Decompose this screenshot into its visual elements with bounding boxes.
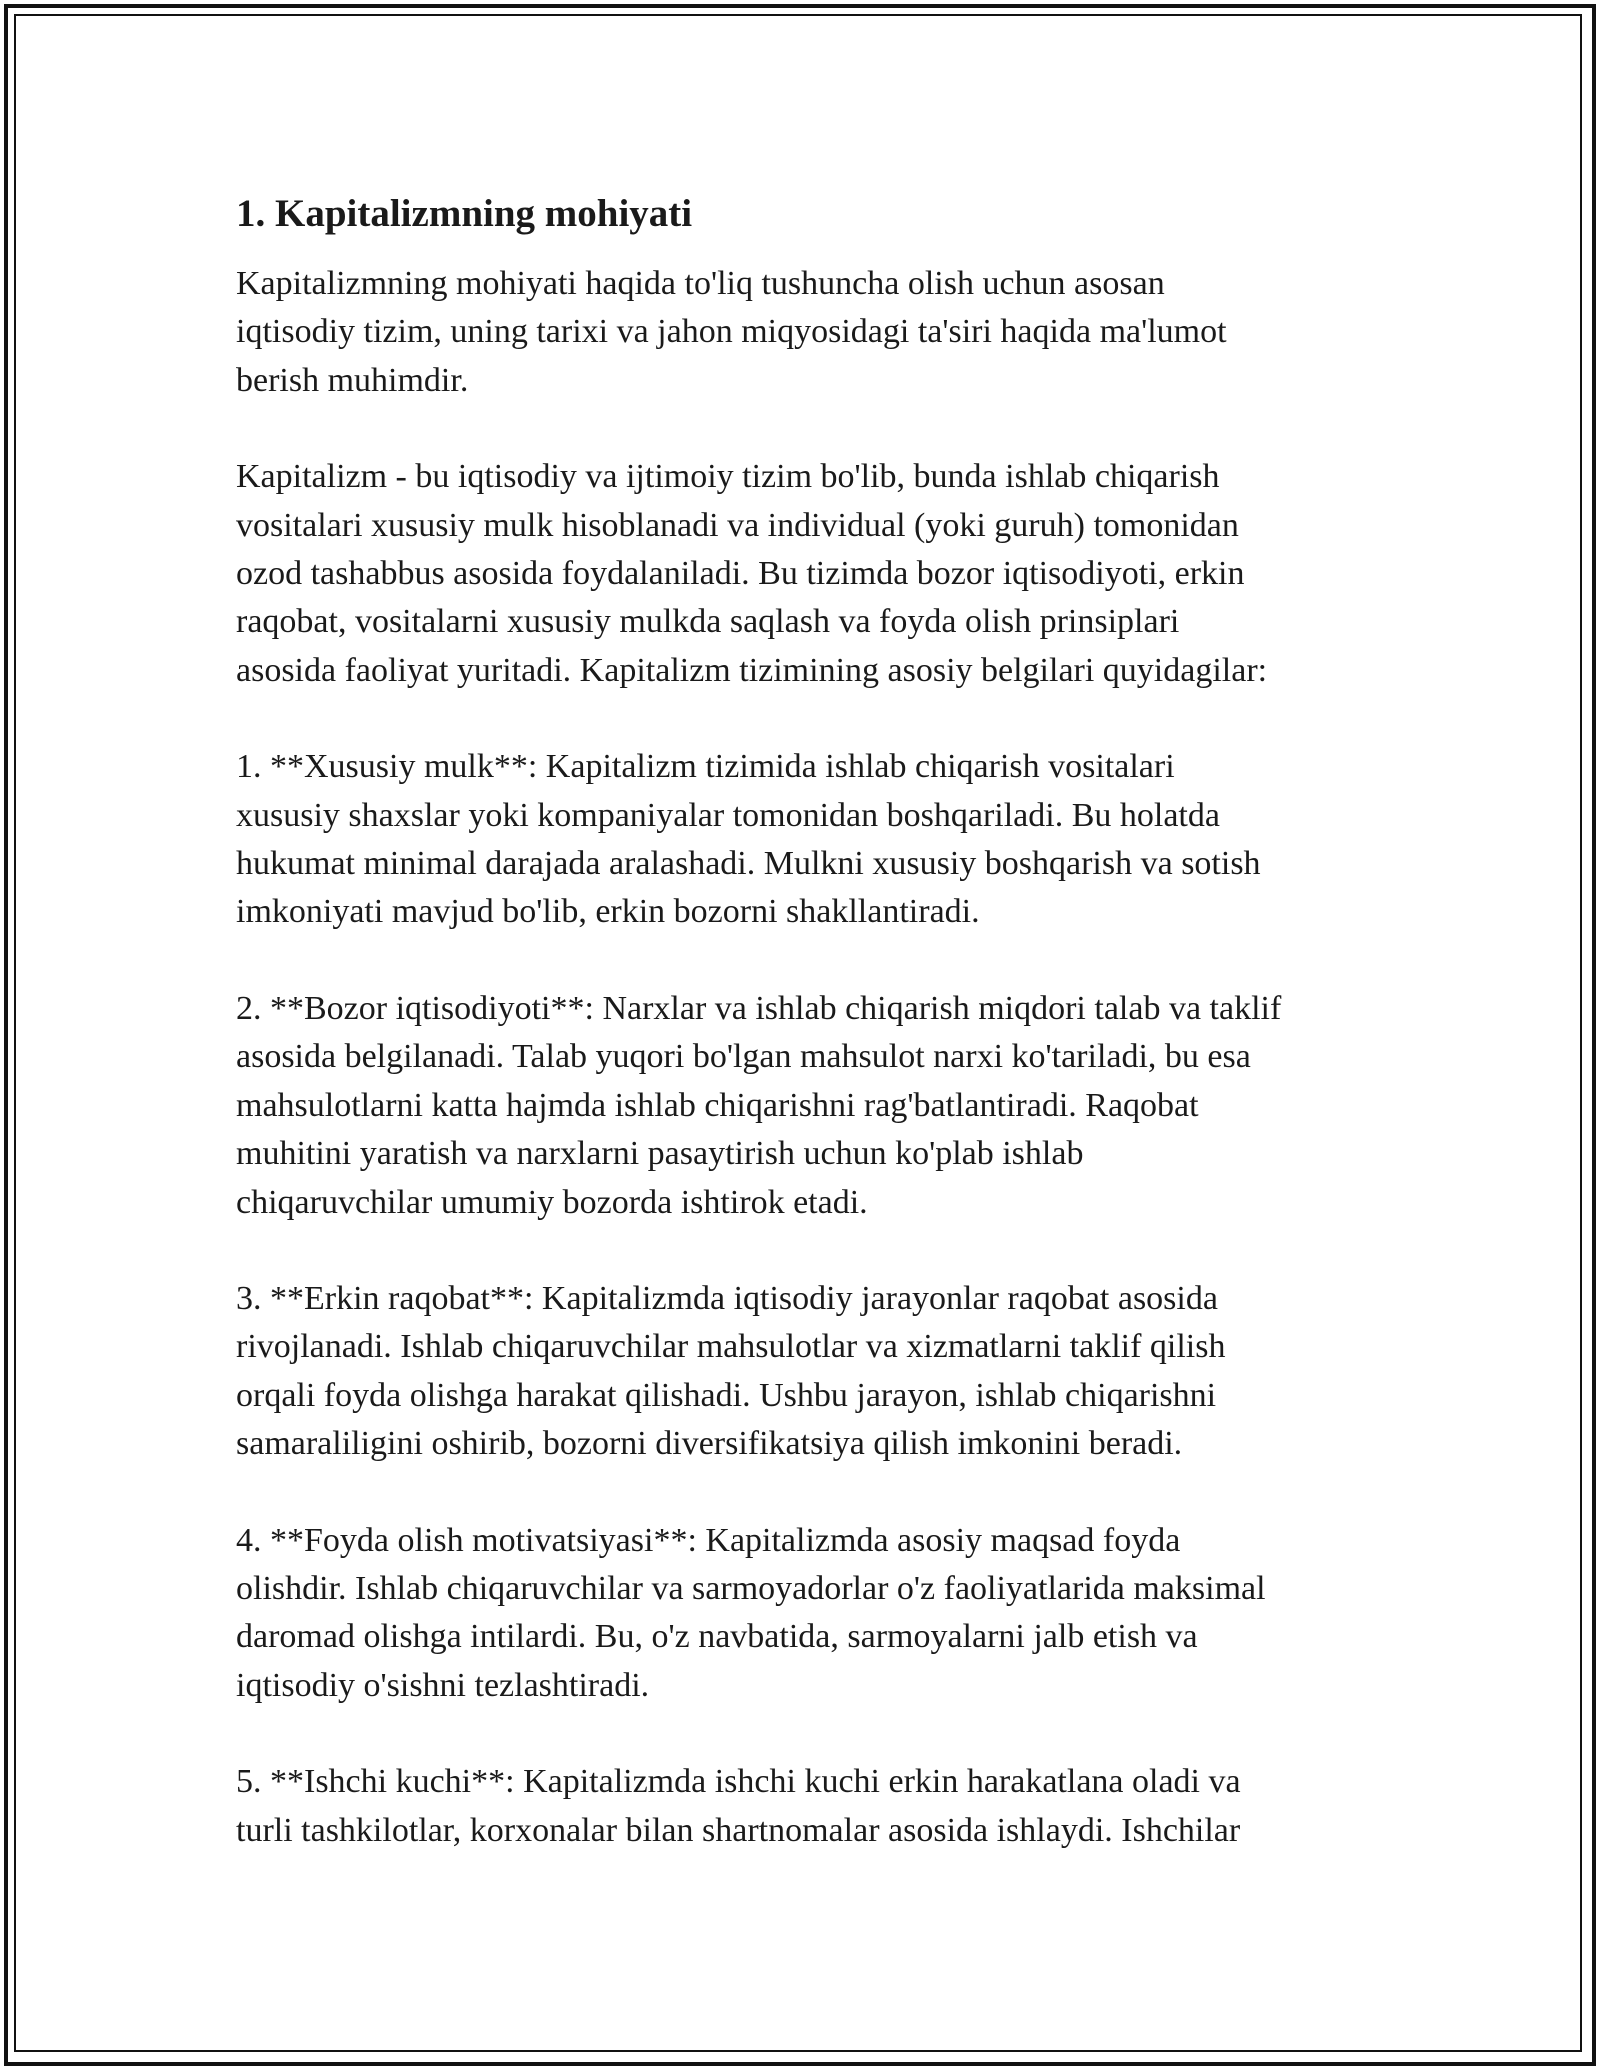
list-item-profit-motivation: 4. **Foyda olish motivatsiyasi**: Kapitalizmda asosiy maqsad foyda olishdir. Ishlab chiqaruvchilar va sarmoyadorlar o'z faoliyatlarida maksimal daromad olishga intilardi. Bu, o'z navbatida, sarmoyalarni jalb etish va iqtisodiy o'sishni tezlashtiradi. — [236, 1521, 1266, 1704]
list-item-private-property: 1. **Xususiy mulk**: Kapitalizm tizimida ishlab chiqarish vositalari xususiy shaxslar yoki kompaniyalar tomonidan boshqariladi. Bu holatda hukumat minimal darajada aralashadi. Mulkni xususiy boshqarish va sotish imkoniyati mavjud bo'lib, erkin bozorni shakllantiradi. — [236, 748, 1261, 931]
document-body — [236, 186, 1376, 1903]
intro-paragraph: Kapitalizmning mohiyati haqida to'liq tushuncha olish uchun asosan iqtisodiy tizim, uning tarixi va jahon miqyosidagi ta'siri haqida ma'lumot berish muhimdir. — [236, 265, 1227, 399]
list-item-labor-force: 5. **Ishchi kuchi**: Kapitalizmda ishchi kuchi erkin harakatlana oladi va turli tashkilotlar, korxonalar bilan shartnomalar asosida ishlaydi. Ishchilar — [236, 1763, 1241, 1849]
definition-paragraph: Kapitalizm - bu iqtisodiy va ijtimoiy tizim bo'lib, bunda ishlab chiqarish vositalari xususiy mulk hisoblanadi va individual (yoki guruh) tomonidan ozod tashabbus asosida foydalaniladi. Bu tizimda bozor iqtisodiyoti, erkin raqobat, vositalarni xususiy mulkda saqlash va foyda olish prinsiplari asosida faoliyat yuritadi. Kapitalizm tizimining asosiy belgilari quyidagilar: — [236, 458, 1268, 689]
list-item-free-competition: 3. **Erkin raqobat**: Kapitalizmda iqtisodiy jarayonlar raqobat asosida rivojlanadi. Ishlab chiqaruvchilar mahsulotlar va xizmatlarni taklif qilish orqali foyda olishga harakat qilishadi. Ushbu jarayon, ishlab chiqarishni samaraliligini oshirib, bozorni diversifikatsiya qilish imkonini beradi. — [236, 1279, 1226, 1463]
list-item-market-economy: 2. **Bozor iqtisodiyoti**: Narxlar va ishlab chiqarish miqdori talab va taklif asosida belgilanadi. Talab yuqori bo'lgan mahsulot narxi ko'tariladi, bu esa mahsulotlarni katta hajmda ishlab chiqarishni rag'batlantiradi. Raqobat muhitini yaratish va narxlarni pasaytirish uchun ko'plab ishlab chiqaruvchilar umumiy bozorda ishtirok etadi. — [236, 989, 1282, 1221]
section-heading: 1. Kapitalizmning mohiyati — [236, 192, 693, 235]
